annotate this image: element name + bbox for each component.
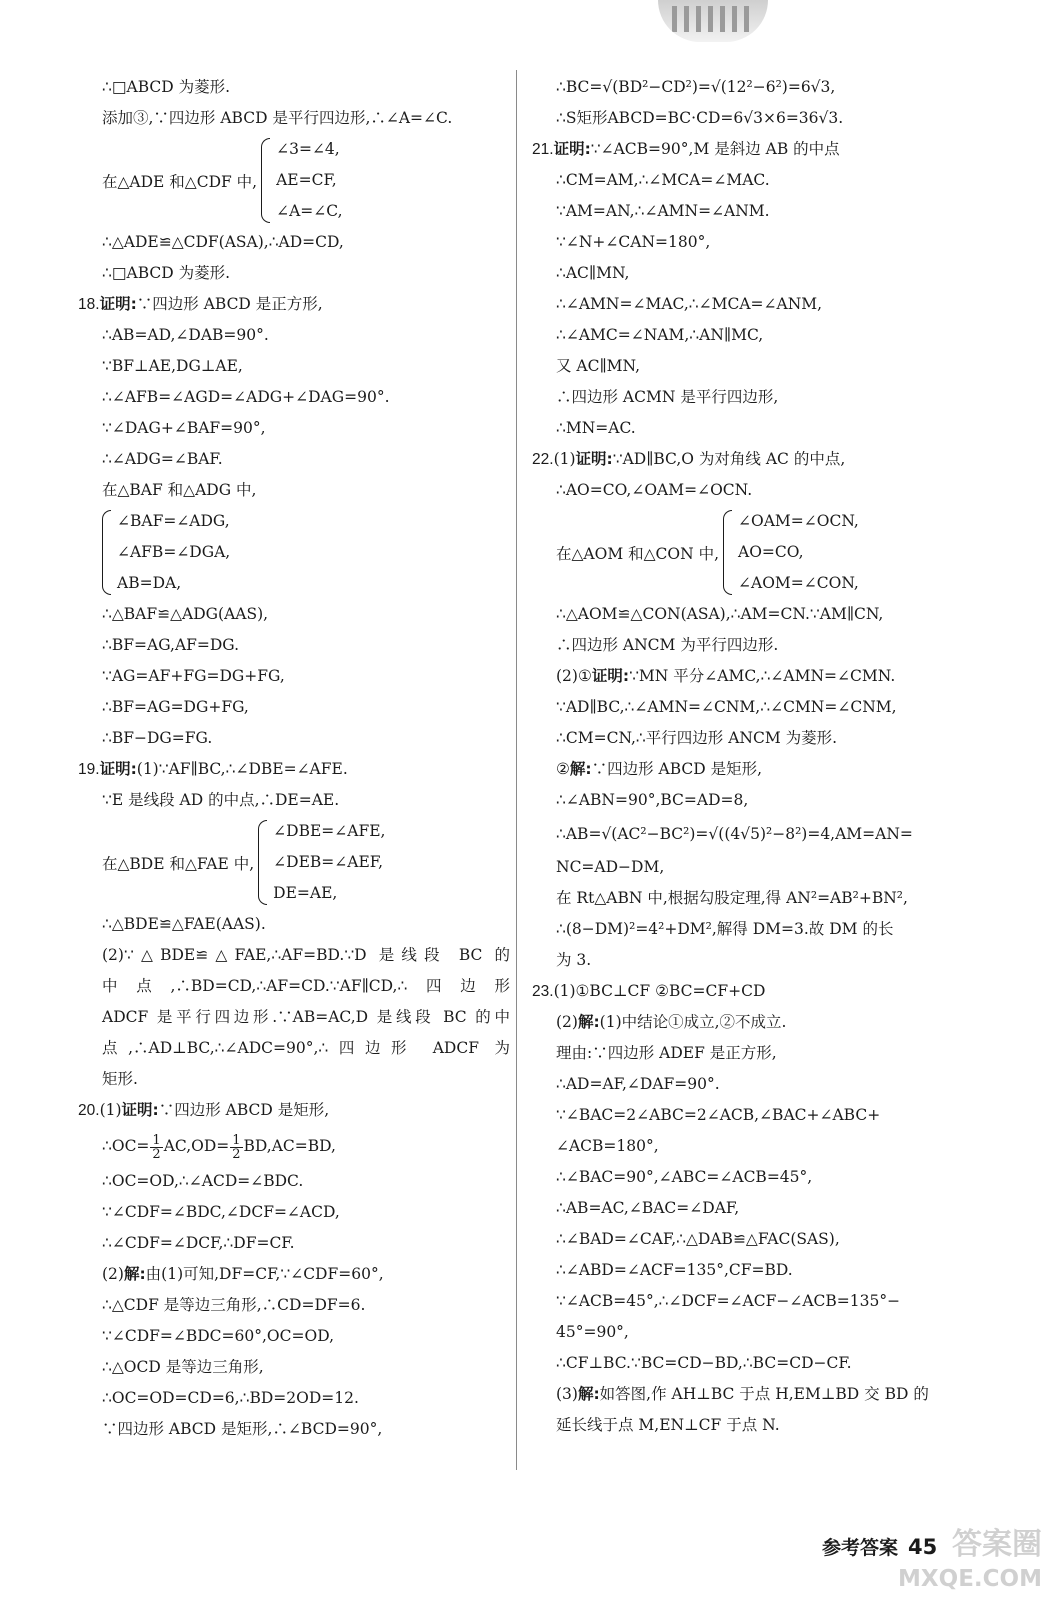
text-line: ∴∠AMN=∠MAC,∴∠MCA=∠ANM,: [556, 295, 823, 313]
text-line: ∴∠ADG=∠BAF.: [102, 450, 223, 468]
fraction-half: [230, 1134, 242, 1161]
solution-tag: 解:: [569, 760, 592, 778]
text: AC,OD=: [163, 1137, 230, 1155]
question-23-head: [532, 976, 980, 1007]
text-line: ∴四边形 ANCM 为平行四边形.: [556, 636, 779, 654]
fraction-half: [150, 1134, 162, 1161]
system-lead: 在△ADE 和△CDF 中,: [102, 172, 258, 191]
system-line: AE=CF,: [276, 171, 337, 189]
text-line: ADCF 是平行四边形.∵AB=AC,D 是线段 BC 的中: [102, 1008, 510, 1026]
brace: [261, 138, 270, 223]
text-line: ∵E 是线段 AD 的中点,∴DE=AE.: [102, 791, 340, 809]
text-line: ∴△ADE≌△CDF(ASA),∴AD=CD,: [102, 233, 344, 251]
fraction-line: [78, 1126, 510, 1166]
watermark: [842, 1526, 1042, 1596]
text-line: ∴OC=OD,∴∠ACD=∠BDC.: [102, 1172, 304, 1190]
part-label: (2): [102, 1265, 124, 1283]
question-number: 18.: [78, 296, 100, 313]
question-number: 22.: [532, 451, 554, 468]
part-head: [78, 1259, 510, 1290]
fraction-denominator: 2: [232, 1146, 241, 1162]
system-line: ∠AFB=∠DGA,: [117, 543, 231, 561]
text-line: ∵四边形 ABCD 是矩形,∴∠BCD=90°,: [102, 1420, 383, 1438]
system-line: ∠3=∠4,: [276, 140, 340, 158]
text-line: ∵∠CDF=∠BDC=60°,OC=OD,: [102, 1327, 334, 1345]
text-line: ∴AB=AD,∠DAB=90°.: [102, 326, 269, 344]
part-head: [532, 661, 980, 692]
system-line: ∠A=∠C,: [276, 202, 343, 220]
proof-tag: 证明:: [99, 295, 137, 313]
proof-tag: 证明:: [553, 140, 591, 158]
part-label: (1): [553, 450, 576, 468]
proof-tag: 证明:: [121, 1101, 159, 1119]
part-label: (2): [556, 1013, 578, 1031]
text-line: ∴CM=CN,∴平行四边形 ANCM 为菱形.: [556, 729, 838, 747]
question-22-head: [532, 444, 980, 475]
text: (1)①BC⊥CF ②BC=CF+CD: [553, 982, 766, 1000]
system-lines: [738, 506, 859, 599]
text-line: ∴△BAF≌△ADG(AAS),: [102, 605, 269, 623]
text: 由(1)可知,DF=CF,∵∠CDF=60°,: [145, 1265, 384, 1283]
question-number: 20.: [78, 1102, 100, 1119]
text-line: 又 AC∥MN,: [556, 357, 641, 375]
text-line: ∴△CDF 是等边三角形,∴CD=DF=6.: [102, 1296, 366, 1314]
text-line: ∴AB=√(AC²−BC²)=√((4√5)²−8²)=4,AM=AN=: [556, 825, 913, 843]
system-lines: [117, 506, 230, 599]
part-head: [532, 754, 980, 785]
part-label: (2)①: [556, 667, 592, 685]
proof-tag: 证明:: [99, 760, 137, 778]
text: BD,AC=BD,: [243, 1137, 336, 1155]
solution-tag: 解:: [577, 1013, 600, 1031]
text-line: ∴AD=AF,∠DAF=90°.: [556, 1075, 720, 1093]
text-line: ∴∠AFB=∠AGD=∠ADG+∠DAG=90°.: [102, 388, 390, 406]
text-line: 在△BAF 和△ADG 中,: [102, 481, 257, 499]
text-line: (2)∵△BDE≌△FAE,∴AF=BD.∵D 是线段 BC 的: [102, 946, 510, 964]
right-column: [532, 72, 980, 1441]
text-line: 点,∴AD⊥BC,∴∠ADC=90°,∴四边形 ADCF 为: [102, 1039, 510, 1057]
equation-system: [532, 506, 980, 599]
text-line: 矩形.: [102, 1070, 138, 1088]
system-lines: [276, 134, 342, 227]
text-line: ∴∠ABN=90°,BC=AD=8,: [556, 791, 749, 809]
text-line: ∵∠BAC=2∠ABC=2∠ACB,∠BAC+∠ABC+: [556, 1106, 881, 1124]
text-line: 理由:∵四边形 ADEF 是正方形,: [556, 1044, 777, 1062]
text-line: 中点,∴BD=CD,∴AF=CD.∵AF∥CD,∴四边形: [102, 977, 510, 995]
text: ∴OC=: [102, 1137, 150, 1155]
text-line: 在 Rt△ABN 中,根据勾股定理,得 AN²=AB²+BN²,: [556, 889, 908, 907]
text-line: 45°=90°,: [556, 1323, 629, 1341]
system-lead: 在△BDE 和△FAE 中,: [102, 854, 255, 873]
text: (1)中结论①成立,②不成立.: [599, 1013, 787, 1031]
system-lead: 在△AOM 和△CON 中,: [556, 544, 720, 563]
text-line: ∴(8−DM)²=4²+DM²,解得 DM=3.故 DM 的长: [556, 920, 894, 938]
text-line: ∴□ABCD 为菱形.: [102, 78, 231, 96]
brace: [258, 820, 267, 905]
text-line: ∴AB=AC,∠BAC=∠DAF,: [556, 1199, 740, 1217]
text-line: ∴∠BAD=∠CAF,∴△DAB≌△FAC(SAS),: [556, 1230, 840, 1248]
text-line: ∴四边形 ACMN 是平行四边形,: [556, 388, 779, 406]
system-line: ∠DBE=∠AFE,: [273, 822, 386, 840]
text-line: ∵BF⊥AE,DG⊥AE,: [102, 357, 243, 375]
system-line: ∠AOM=∠CON,: [738, 574, 859, 592]
solution-tag: 解:: [577, 1385, 600, 1403]
system-line: ∠BAF=∠ADG,: [117, 512, 230, 530]
text-line: ∵AG=AF+FG=DG+FG,: [102, 667, 285, 685]
part-label: ②: [556, 760, 570, 778]
text-line: ∴CF⊥BC.∵BC=CD−BD,∴BC=CD−CF.: [556, 1354, 852, 1372]
text: ∵四边形 ABCD 是矩形,: [158, 1101, 330, 1119]
footer-label: 参考答案: [822, 1537, 899, 1559]
question-18-head: [78, 289, 510, 320]
text-line: ∴△BDE≌△FAE(AAS).: [102, 915, 266, 933]
text-line: ∴BF−DG=FG.: [102, 729, 213, 747]
fraction-numerator: 1: [232, 1132, 241, 1148]
text-line: ∠ACB=180°,: [556, 1137, 659, 1155]
page-number: 45: [908, 1535, 938, 1559]
question-21-head: [532, 134, 980, 165]
text-line: 为 3.: [556, 951, 592, 969]
system-line: DE=AE,: [273, 884, 338, 902]
question-number: 19.: [78, 761, 100, 778]
fraction-denominator: 2: [152, 1146, 161, 1162]
part-label: (3): [556, 1385, 578, 1403]
text-line: ∴OC=OD=CD=6,∴BD=2OD=12.: [102, 1389, 359, 1407]
proof-tag: 证明:: [591, 667, 630, 685]
left-column: [78, 72, 510, 1445]
system-line: ∠DEB=∠AEF,: [273, 853, 384, 871]
system-line: ∠OAM=∠OCN,: [738, 512, 859, 530]
header-decoration: [658, 0, 768, 42]
text-line: ∵∠DAG+∠BAF=90°,: [102, 419, 266, 437]
text-line: ∵∠N+∠CAN=180°,: [556, 233, 711, 251]
brace: [723, 510, 732, 595]
equation-system: [78, 816, 510, 909]
brace: [102, 510, 111, 595]
equation-system: [78, 134, 510, 227]
text-line: 添加③,∵四边形 ABCD 是平行四边形,∴∠A=∠C.: [102, 109, 453, 127]
text-line: ∴AO=CO,∠OAM=∠OCN.: [556, 481, 753, 499]
text-line: ∵∠CDF=∠BDC,∠DCF=∠ACD,: [102, 1203, 340, 1221]
question-number: 21.: [532, 141, 554, 158]
part-label: (1): [99, 1101, 122, 1119]
question-19-head: [78, 754, 510, 785]
part-head: [532, 1379, 980, 1410]
text-line: ∴∠CDF=∠DCF,∴DF=CF.: [102, 1234, 295, 1252]
question-number: 23.: [532, 983, 554, 1000]
column-divider: [516, 70, 517, 1470]
proof-tag: 证明:: [575, 450, 613, 468]
text-line: 延长线于点 M,EN⊥CF 于点 N.: [556, 1416, 780, 1434]
text: ∵四边形 ABCD 是矩形,: [591, 760, 763, 778]
question-20-head: [78, 1095, 510, 1126]
solution-tag: 解:: [123, 1265, 146, 1283]
text-line: ∵∠ACB=45°,∴∠DCF=∠ACF−∠ACB=135°−: [556, 1292, 901, 1310]
text-line: ∴BC=√(BD²−CD²)=√(12²−6²)=6√3,: [556, 78, 836, 96]
text-line: ∴BF=AG=DG+FG,: [102, 698, 249, 716]
text-line: ∴□ABCD 为菱形.: [102, 264, 231, 282]
text: ∵四边形 ABCD 是正方形,: [136, 295, 323, 313]
text-line: ∴∠ABD=∠ACF=135°,CF=BD.: [556, 1261, 793, 1279]
text-line: ∴BF=AG,AF=DG.: [102, 636, 240, 654]
text-line: ∵AD∥BC,∴∠AMN=∠CNM,∴∠CMN=∠CNM,: [556, 698, 897, 716]
text-line: ∴CM=AM,∴∠MCA=∠MAC.: [556, 171, 770, 189]
part-head: [532, 1007, 980, 1038]
text-line: ∴S矩形ABCD=BC·CD=6√3×6=36√3.: [556, 109, 844, 127]
fraction-numerator: 1: [152, 1132, 161, 1148]
text-line: ∴∠BAC=90°,∠ABC=∠ACB=45°,: [556, 1168, 813, 1186]
watermark-line: 答案圈: [952, 1527, 1042, 1562]
equation-system: [78, 506, 510, 599]
text-line: ∴AC∥MN,: [556, 264, 630, 282]
text-line: ∵AM=AN,∴∠AMN=∠ANM.: [556, 202, 770, 220]
text: ∵MN 平分∠AMC,∴∠AMN=∠CMN.: [629, 667, 896, 685]
text-line: ∴MN=AC.: [556, 419, 636, 437]
system-line: AB=DA,: [117, 574, 182, 592]
system-lines: [273, 816, 385, 909]
text: (1)∵AF∥BC,∴∠DBE=∠AFE.: [136, 760, 348, 778]
text-line: ∴△AOM≌△CON(ASA),∴AM=CN.∵AM∥CN,: [556, 605, 884, 623]
text-line: NC=AD−DM,: [556, 858, 665, 876]
system-line: AO=CO,: [738, 543, 804, 561]
text: ∵∠ACB=90°,M 是斜边 AB 的中点: [590, 140, 840, 158]
text: ∵AD∥BC,O 为对角线 AC 的中点,: [612, 450, 846, 468]
text-line: ∴△OCD 是等边三角形,: [102, 1358, 264, 1376]
text: 如答图,作 AH⊥BC 于点 H,EM⊥BD 交 BD 的: [599, 1385, 929, 1403]
watermark-line: MXQE.COM: [898, 1566, 1042, 1592]
text-line: ∴∠AMC=∠NAM,∴AN∥MC,: [556, 326, 764, 344]
